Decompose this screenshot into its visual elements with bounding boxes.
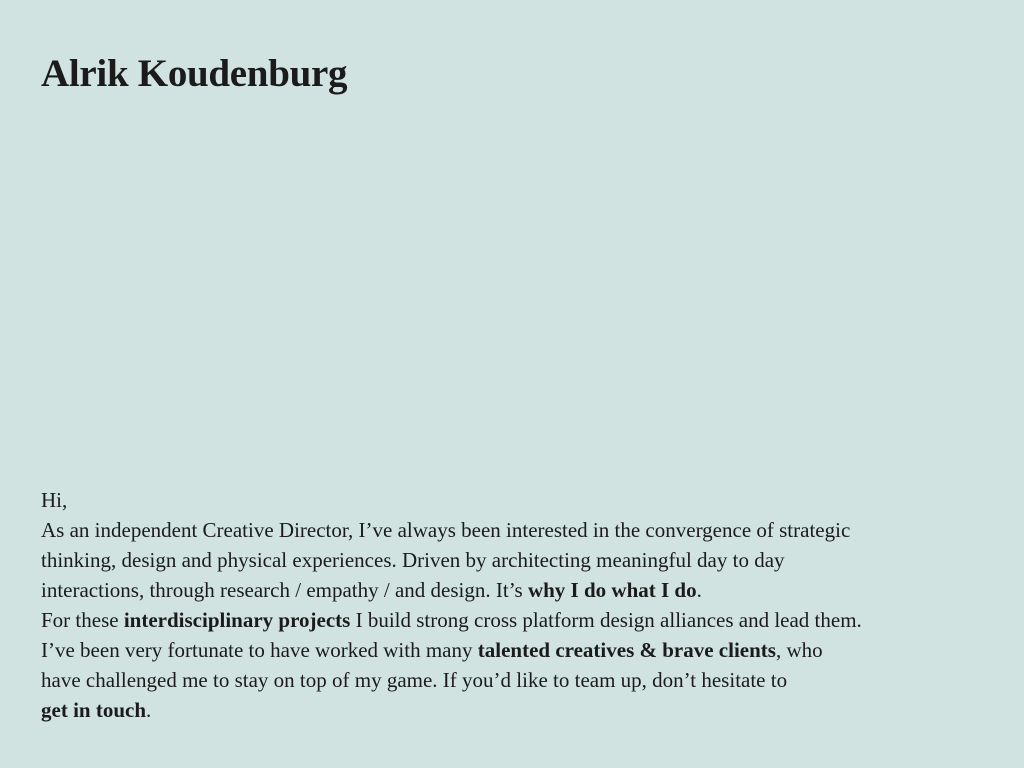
- intro-p1-end: .: [696, 578, 702, 602]
- intro-paragraph-2: [41, 605, 961, 635]
- intro-paragraph-1: [41, 515, 961, 605]
- intro-p3-line2: have challenged me to stay on top of my game. If you’d like to team up, don’t hesitate to: [41, 668, 788, 692]
- intro-paragraph-3: [41, 635, 961, 725]
- talented-creatives-link[interactable]: talented creatives & brave clients: [477, 638, 776, 662]
- intro-p3-end: .: [146, 698, 152, 722]
- greeting: Hi,: [41, 488, 68, 512]
- interdisciplinary-projects-link[interactable]: interdisciplinary projects: [123, 608, 351, 632]
- intro-p2-start: For these: [41, 608, 124, 632]
- intro-p1-line2: thinking, design and physical experiences. Driven by architecting meaningful day to day: [41, 548, 785, 572]
- intro-p3-start: I’ve been very fortunate to have worked with many: [41, 638, 478, 662]
- page-title: Alrik Koudenburg: [41, 52, 348, 95]
- intro-p3-mid: , who: [775, 638, 823, 662]
- get-in-touch-link[interactable]: get in touch: [41, 698, 146, 722]
- intro-p1-line1: As an independent Creative Director, I’ve always been interested in the convergence of strategic: [41, 518, 851, 542]
- intro-p2-end: I build strong cross platform design alliances and lead them.: [350, 608, 862, 632]
- why-i-do-what-i-do-link[interactable]: why I do what I do: [527, 578, 697, 602]
- intro-p1-line3: interactions, through research / empathy / and design. It’s: [41, 578, 528, 602]
- intro-text: [41, 485, 961, 725]
